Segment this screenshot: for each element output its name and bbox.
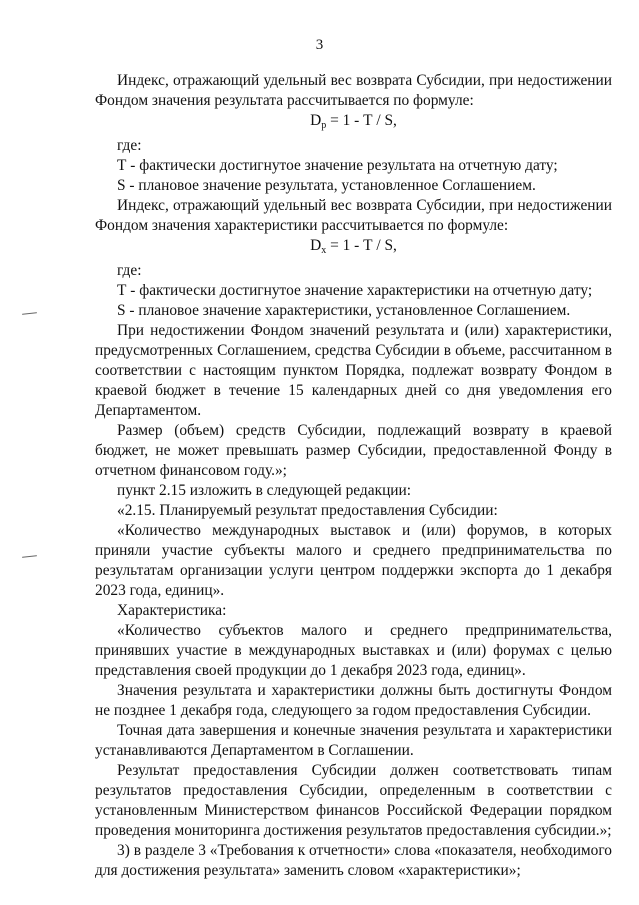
margin-mark [22, 555, 37, 558]
paragraph: S - плановое значение результата, установленное Соглашением. [117, 177, 536, 194]
paragraph: где: [117, 137, 142, 154]
paragraph: Т - фактически достигнутое значение результата на отчетную дату; [117, 157, 558, 174]
formula-symbol: D [310, 237, 322, 254]
formula [95, 236, 612, 261]
formula-subscript: р [321, 120, 327, 131]
paragraph: где: [117, 262, 142, 279]
paragraph: «Количество международных выставок и (или) форумов, в которых приняли участие субъекты малого и среднего предпринимательства по результатам организации услуги центром поддержки экспорта до 1 декабря 2023 года, единиц». [95, 522, 612, 599]
formula-expression: = 1 - Т / S, [326, 112, 397, 129]
paragraph: Индекс, отражающий удельный вес возврата Субсидии, при недостижении Фондом значения характеристики рассчитывается по формуле: [95, 197, 612, 234]
paragraph: пункт 2.15 изложить в следующей редакции: [117, 482, 412, 499]
paragraph: S - плановое значение характеристики, установленное Соглашением. [117, 302, 571, 319]
formula-symbol: D [310, 112, 322, 129]
paragraph: Т - фактически достигнутое значение характеристики на отчетную дату; [117, 282, 593, 299]
paragraph: Характеристика: [117, 602, 227, 619]
formula-expression: = 1 - Т / S, [326, 237, 397, 254]
page-number: 3 [315, 37, 324, 53]
paragraph: Индекс, отражающий удельный вес возврата Субсидии, при недостижении Фондом значения результата рассчитывается по формуле: [95, 72, 612, 109]
paragraph: При недостижении Фондом значений результата и (или) характеристики, предусмотренных Соглашением, средства Субсидии в объеме, рассчитанном в соответствии с настоящим пунктом Порядка, подлежат возврату Фондом в краевой бюджет в течение 15 календарных дней со дня уведомления его Департаментом. [95, 322, 612, 419]
paragraph: Результат предоставления Субсидии должен соответствовать типам результатов предоставления Субсидии, определенным в соответствии с установленным Министерством финансов Российской Федерации порядком проведения мониторинга достижения результатов предоставления субсидии.»; [95, 762, 612, 839]
paragraph: Значения результата и характеристики должны быть достигнуты Фондом не позднее 1 декабря года, следующего за годом предоставления Субсидии. [95, 682, 612, 719]
paragraph: Точная дата завершения и конечные значения результата и характеристики устанавливаются Департаментом в Соглашении. [95, 722, 612, 759]
paragraph: «Количество субъектов малого и среднего предпринимательства, принявших участие в международных выставках и (или) форумах с целью представления своей продукции до 1 декабря 2023 года, единиц». [95, 622, 612, 679]
paragraph: Размер (объем) средств Субсидии, подлежащий возврату в краевой бюджет, не может превышать размер Субсидии, предоставленной Фонду в отчетном финансовом году.»; [95, 422, 612, 479]
margin-mark [22, 312, 37, 315]
paragraph: 3) в разделе 3 «Требования к отчетности» слова «показателя, необходимого для достижения результата» заменить словом «характеристики»; [95, 842, 612, 879]
paragraph: «2.15. Планируемый результат предоставления Субсидии: [117, 502, 498, 519]
formula [95, 111, 612, 136]
formula-subscript: х [321, 245, 327, 256]
document-body [95, 71, 612, 881]
